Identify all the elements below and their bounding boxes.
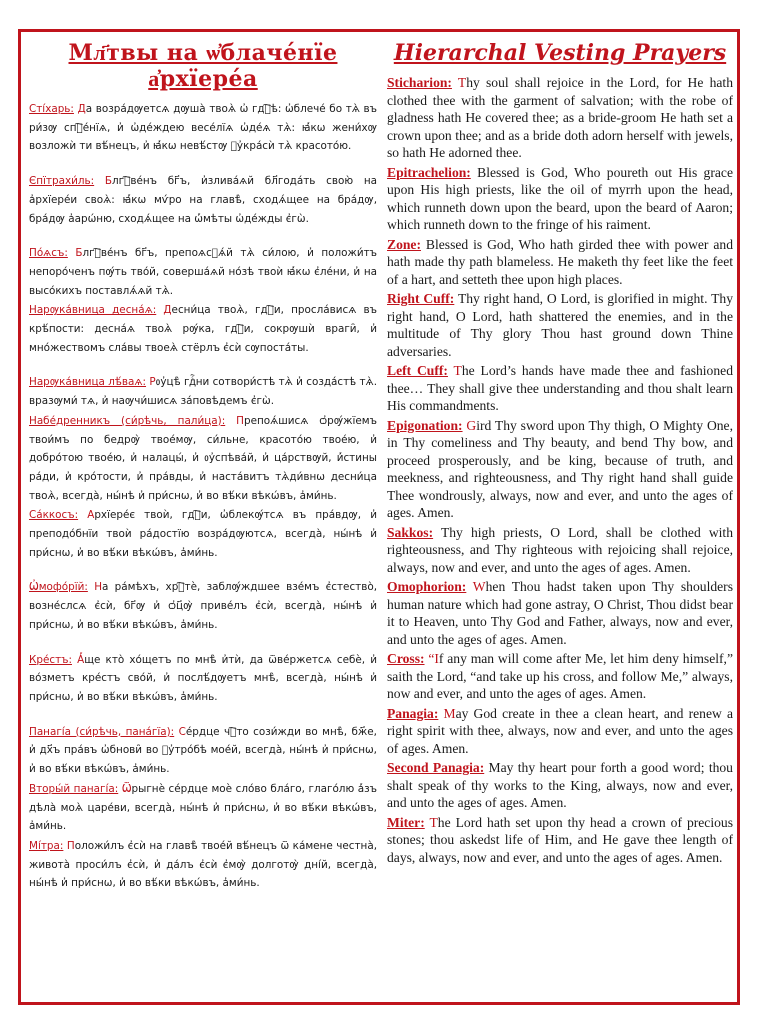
english-title: Hierarchal Vesting Prayers [393, 40, 727, 66]
church-slavonic-column [29, 40, 377, 996]
english-entry [387, 74, 733, 162]
english-entry [387, 362, 733, 415]
slavonic-entry [29, 412, 377, 506]
english-prayer-text: hy soul shall rejoice in the Lord, for He hath clothed thee with the garment of salvation; with the robe of gladness hath He covered thee; as a bride-groom He hath set a crown upon thee; and as a bride doth adorn herself with jewels, so hath He adorned thee. [387, 75, 733, 160]
slavonic-entry [29, 301, 377, 357]
slavonic-entry [29, 837, 377, 893]
english-prayer-text: f any man will come after Me, let him deny himself,” saith the Lord, “and take up his cross, and follow Me,” always, now and ever, and unto the ages of ages. Amen. [387, 651, 733, 701]
english-vestment-label: Sakkos: [387, 524, 434, 540]
slavonic-initial-letter: Б [104, 175, 113, 188]
slavonic-entry [29, 780, 377, 836]
english-entry [387, 524, 733, 577]
slavonic-initial-letter: Н [94, 581, 103, 594]
english-initial-letter: “I [428, 651, 439, 666]
slavonic-prayer-text: рыгнѐ се́рдце моѐ сло́во бла́го, глаго́лю а҆́зъ дѣла̀ моѧ̀ царе́ви, всегда̀, ны́нѣ и҆ при́снѡ, и҆ во вѣ́ки вѣкѡ́въ, а҆ми́нь. [29, 782, 377, 833]
slavonic-vestment-label: Сті́харь: [29, 103, 74, 115]
slavonic-title: Мл҃твы на ѡ҆блаче́нїе а҆рхїере́а [68, 40, 338, 92]
slavonic-initial-letter: Б [75, 247, 83, 260]
english-vestment-label: Omophorion: [387, 579, 467, 594]
english-entry [387, 705, 733, 758]
english-initial-letter: M [443, 705, 456, 721]
english-prayer-text: he Lord hath set upon thy head a crown of precious stones; thou askedst life of Him, and He gave thee length of days, always, now and ever, and unto the ages of ages. Amen. [387, 814, 733, 865]
slavonic-initial-letter: Д [77, 103, 86, 115]
slavonic-initial-letter: А [77, 653, 85, 666]
english-entry [387, 650, 733, 703]
english-prayer-text: Thy high priests, O Lord, shall be clothed with righteousness, and Thy righteous with rejoicing shall rejoice, always, now and ever, and unto the ages of ages. Amen. [387, 524, 733, 575]
english-entry [387, 290, 733, 360]
slavonic-vestment-label: Кре́стъ: [29, 653, 72, 666]
slavonic-vestment-label: Нарѹка́вница лѣ́ваѧ: [29, 376, 147, 389]
slavonic-initial-letter: Д [163, 304, 172, 317]
slavonic-vestment-label: Набе́дренникъ (си́рѣчь, пали́ца): [29, 414, 226, 427]
slavonic-vestment-label: Ѡ҆мофо́рїй: [29, 581, 88, 594]
slavonic-prayer-text: е́рдце чⷭ҇то сози́жди во мнѣ̀, бж҃е, и҆ дх҃ъ пра́въ ѡ҆бнови̑ во ᲂу҆тро́бѣ мое́й, всегда̀, ны́нѣ и҆ при́снѡ, и҆ во вѣ́ки вѣкѡ́въ, а҆ми́нь. [29, 725, 377, 776]
slavonic-prayer-text: ҆́ще кто̀ хо́щетъ по мнѣ̀ и҆тѝ, да ѿве́ржетсѧ себѐ, и҆ во́зметъ кре́стъ сво́й, и҆ послѣ́дѹетъ мнѣ̀, всегда̀, ны́нѣ и҆ при́снѡ, и҆ во вѣ́ки вѣкѡ́въ, а҆ми́нь. [29, 653, 377, 703]
slavonic-entry [29, 651, 377, 707]
english-prayer-text: ay God create in thee a clean heart, and renew a right spirit with thee, always, now and ever, and unto the ages of ages. Amen. [387, 705, 733, 756]
english-initial-letter: G [466, 417, 477, 433]
slavonic-prayer-text: ᲂу҆цѣ̀ гдⷭ҇ни сотвори́стѣ тѧ̀ и҆ созда́стѣ тѧ̀. вразѹми́ тѧ, и҆ наѹчи́шисѧ за́повѣдемъ є҆гѡ̀. [29, 376, 377, 408]
english-initial-letter: T [453, 363, 462, 378]
slavonic-prayer-text: а возра́дѹетсѧ дѹша̀ твоѧ̀ ѡ҆ гдⷭ҇ѣ: ѡ҆блече́ бо тѧ̀ въ ри́зѹ спⷭ҇е́нїѧ, и҆ ѡ҆де́ждею весе́лїѧ ѡ҆де́ѧ тѧ̀: ꙗ҆́кѡ жени́хѹ возложѝ ти вѣ́нецъ, и҆ ꙗ҆́кѡ невѣ́стѹ ᲂу҆кра́сѝ тѧ̀ красото́ю. [29, 103, 377, 153]
english-entry [387, 417, 733, 522]
slavonic-entry [29, 723, 377, 779]
english-prayer-text: he Lord’s hands have made thee and fashioned thee… They shall give thee understanding and thou shalt learn His commandments. [387, 363, 733, 413]
slavonic-prayer-text: рхїере́є твоѝ, гдⷭ҇и, ѡ҆блекѹ́тсѧ въ пра́вдѹ, и҆ преподо́бнїи твоѝ ра́достїю возра́дѹютсѧ, всегда̀, ны́нѣ и҆ при́снѡ, и҆ во вѣ́ки вѣкѡ́въ, а҆ми́нь. [29, 509, 377, 559]
slavonic-entry [29, 506, 377, 562]
slavonic-initial-letter: П [66, 839, 75, 852]
english-entry [387, 814, 733, 867]
slavonic-initial-letter: А [87, 509, 95, 522]
slavonic-initial-letter: Р [149, 376, 156, 389]
slavonic-vestment-label: Панагі́а (си́рѣчь, пана́гїа): [29, 725, 175, 738]
english-entry [387, 164, 733, 234]
slavonic-entry [29, 578, 377, 634]
english-vestment-label: Zone: [387, 236, 421, 252]
english-initial-letter: T [457, 75, 467, 90]
english-initial-letter: T [429, 814, 438, 830]
slavonic-prayer-text: лгⷭ҇ве́нъ бг҃ъ, и҆злива́ѧй бл҃года́ть свою̀ на а҆рхїере́и своѧ̀: ꙗ҆́кѡ мѵ́ро на главѣ̀, сходѧ́щее на бра́дѹ, бра́дѹ а҆арѡ́ню, сходѧ́щее на ѡ҆́мѣты ѡ҆де́жды є҆гѡ̀. [29, 175, 377, 225]
slavonic-entry [29, 172, 377, 228]
english-prayer-text: Blessed is God, Who poureth out His grace upon His high priests, like the oil of myrrh upon the head, which runneth down upon the beard, upon the beard of Aaron; which runneth down to the fringe of his raiment. [387, 164, 733, 232]
slavonic-vestment-label: Са́ккосъ: [29, 509, 79, 522]
slavonic-entry [29, 100, 377, 156]
slavonic-prayer-text: а ра́мѣхъ, хрⷭ҇тѐ, заблѹ́ждшее взе́мъ є҆стество̀, возне́слсѧ є҆сѝ, бг҃ѹ и҆ ѻ҆ц҃ѹ̀ приве́лъ є҆сѝ, всегда̀, ны́нѣ и҆ при́снѡ, и҆ во вѣ́ки вѣкѡ́въ, а҆ми́нь. [29, 581, 377, 631]
slavonic-initial-letter: П [236, 414, 244, 427]
english-vestment-label: Left Cuff: [387, 363, 448, 378]
slavonic-entry [29, 373, 377, 410]
english-vestment-label: Right Cuff: [387, 291, 455, 306]
english-initial-letter: W [472, 579, 486, 594]
slavonic-prayer-text: репоѧ́шисѧ ѻ҆рѹ́жїемъ твои́мъ по бедрѹ̀ твое́мѹ, си́льне, красото́ю твое́ю, и҆ добро́тою твое́ю, и҆ налацы́, и҆ ᲂу҆спѣва́й, и҆ ца́рствѹй, и҆́стины ра́ди, и҆ кро́тости, и҆ пра́вды, и҆ наста́витъ тѧ̀ди́внѡ десни́ца твоѧ̀, всегда̀, ны́нѣ и҆ при́снѡ, и҆ во вѣ́ки вѣкѡ́въ, а҆ми́нь. [29, 414, 377, 502]
english-vestment-label: Sticharion: [387, 75, 452, 90]
slavonic-prayer-text: есни́ца твоѧ̀, гдⷭ҇и, просла́висѧ въ крѣ́пости: десна́ѧ твоѧ̀ рѹ́ка, гдⷭ҇и, сокрѹшѝ враги̑, и҆ мно́жествомъ сла́вы твоеѧ̀ стёрлъ є҆сѝ сѹпоста́ты. [29, 304, 377, 354]
english-prayer-text: hen Thou hadst taken upon Thy shoulders human nature which had gone astray, O Christ, Thou didst bear it to Heaven, unto Thy God and Father, always, now and ever, and unto the ages of ages. Amen. [387, 579, 733, 647]
slavonic-vestment-label: Єпїтрахи́ль: [29, 175, 95, 188]
slavonic-vestment-label: Нарѹка́вница десна́ѧ: [29, 304, 157, 317]
slavonic-initial-letter: Ѿ [121, 782, 132, 795]
english-vestment-label: Second Panagia: [387, 760, 485, 775]
english-prayer-text: Blessed is God, Who hath girded thee with power and hath made thy path blameless. He maketh thy feet like the feet of a hart, and setteth thee upon high places. [387, 236, 733, 287]
slavonic-vestment-label: По́ѧсъ: [29, 247, 68, 260]
english-prayer-text: ird Thy sword upon Thy thigh, O Mighty One, in Thy comeliness and Thy beauty, and bend Thy bow, and proceed prosperously, and be king, because of truth, and meekness, and righteousness, and Thy right hand shall guide Thee wondrously, always, now and ever, and unto the ages of ages. Amen. [387, 417, 733, 520]
slavonic-prayer-text: лгⷭ҇ве́нъ бг҃ъ, препоѧсꙋѧ́й тѧ̀ си́лою, и҆ положи́тъ непоро́ченъ пѹ́ть тво́й, соверша́ѧй но́зѣ твоѝ ꙗ҆́кѡ є҆ле́ни, и҆ на высо́кихъ поставлѧ́ѧй тѧ̀. [29, 247, 377, 297]
english-column [387, 40, 733, 996]
english-vestment-label: Cross: [387, 651, 425, 666]
slavonic-prayer-text: оложи́лъ є҆сѝ на главѣ̀ твое́й вѣ́нецъ ѿ ка́мене честна̀, живота̀ проси́лъ є҆сѝ, и҆ да́лъ є҆сѝ є҆мѹ̀ долготѹ̀ дні́й, всегда̀, ны́нѣ и҆ при́снѡ, и҆ во вѣ́ки вѣкѡ́въ, а҆ми́нь. [29, 839, 377, 890]
english-prayer-text: May thy heart pour forth a good word; thou shalt speak of thy works to the King, always, now and ever, and unto the ages of ages. Amen. [387, 760, 733, 810]
english-entry [387, 578, 733, 648]
english-entries [387, 74, 733, 866]
english-vestment-label: Epitrachelion: [387, 164, 471, 180]
english-vestment-label: Miter: [387, 814, 425, 830]
english-vestment-label: Epigonation: [387, 417, 463, 433]
english-prayer-text: Thy right hand, O Lord, is glorified in might. Thy right hand, O Lord, hath shattered the enemies, and in the multitude of Thy glory Thou hast ground down Thine adversaries. [387, 291, 733, 359]
english-entry [387, 236, 733, 289]
slavonic-entry [29, 244, 377, 300]
slavonic-initial-letter: С [178, 725, 186, 738]
slavonic-vestment-label: Вторы́й панагі́а: [29, 782, 119, 795]
english-vestment-label: Panagia: [387, 705, 439, 721]
english-entry [387, 759, 733, 812]
page-border [18, 29, 740, 1005]
slavonic-vestment-label: Мі́тра: [29, 839, 64, 852]
slavonic-entries [29, 100, 377, 893]
